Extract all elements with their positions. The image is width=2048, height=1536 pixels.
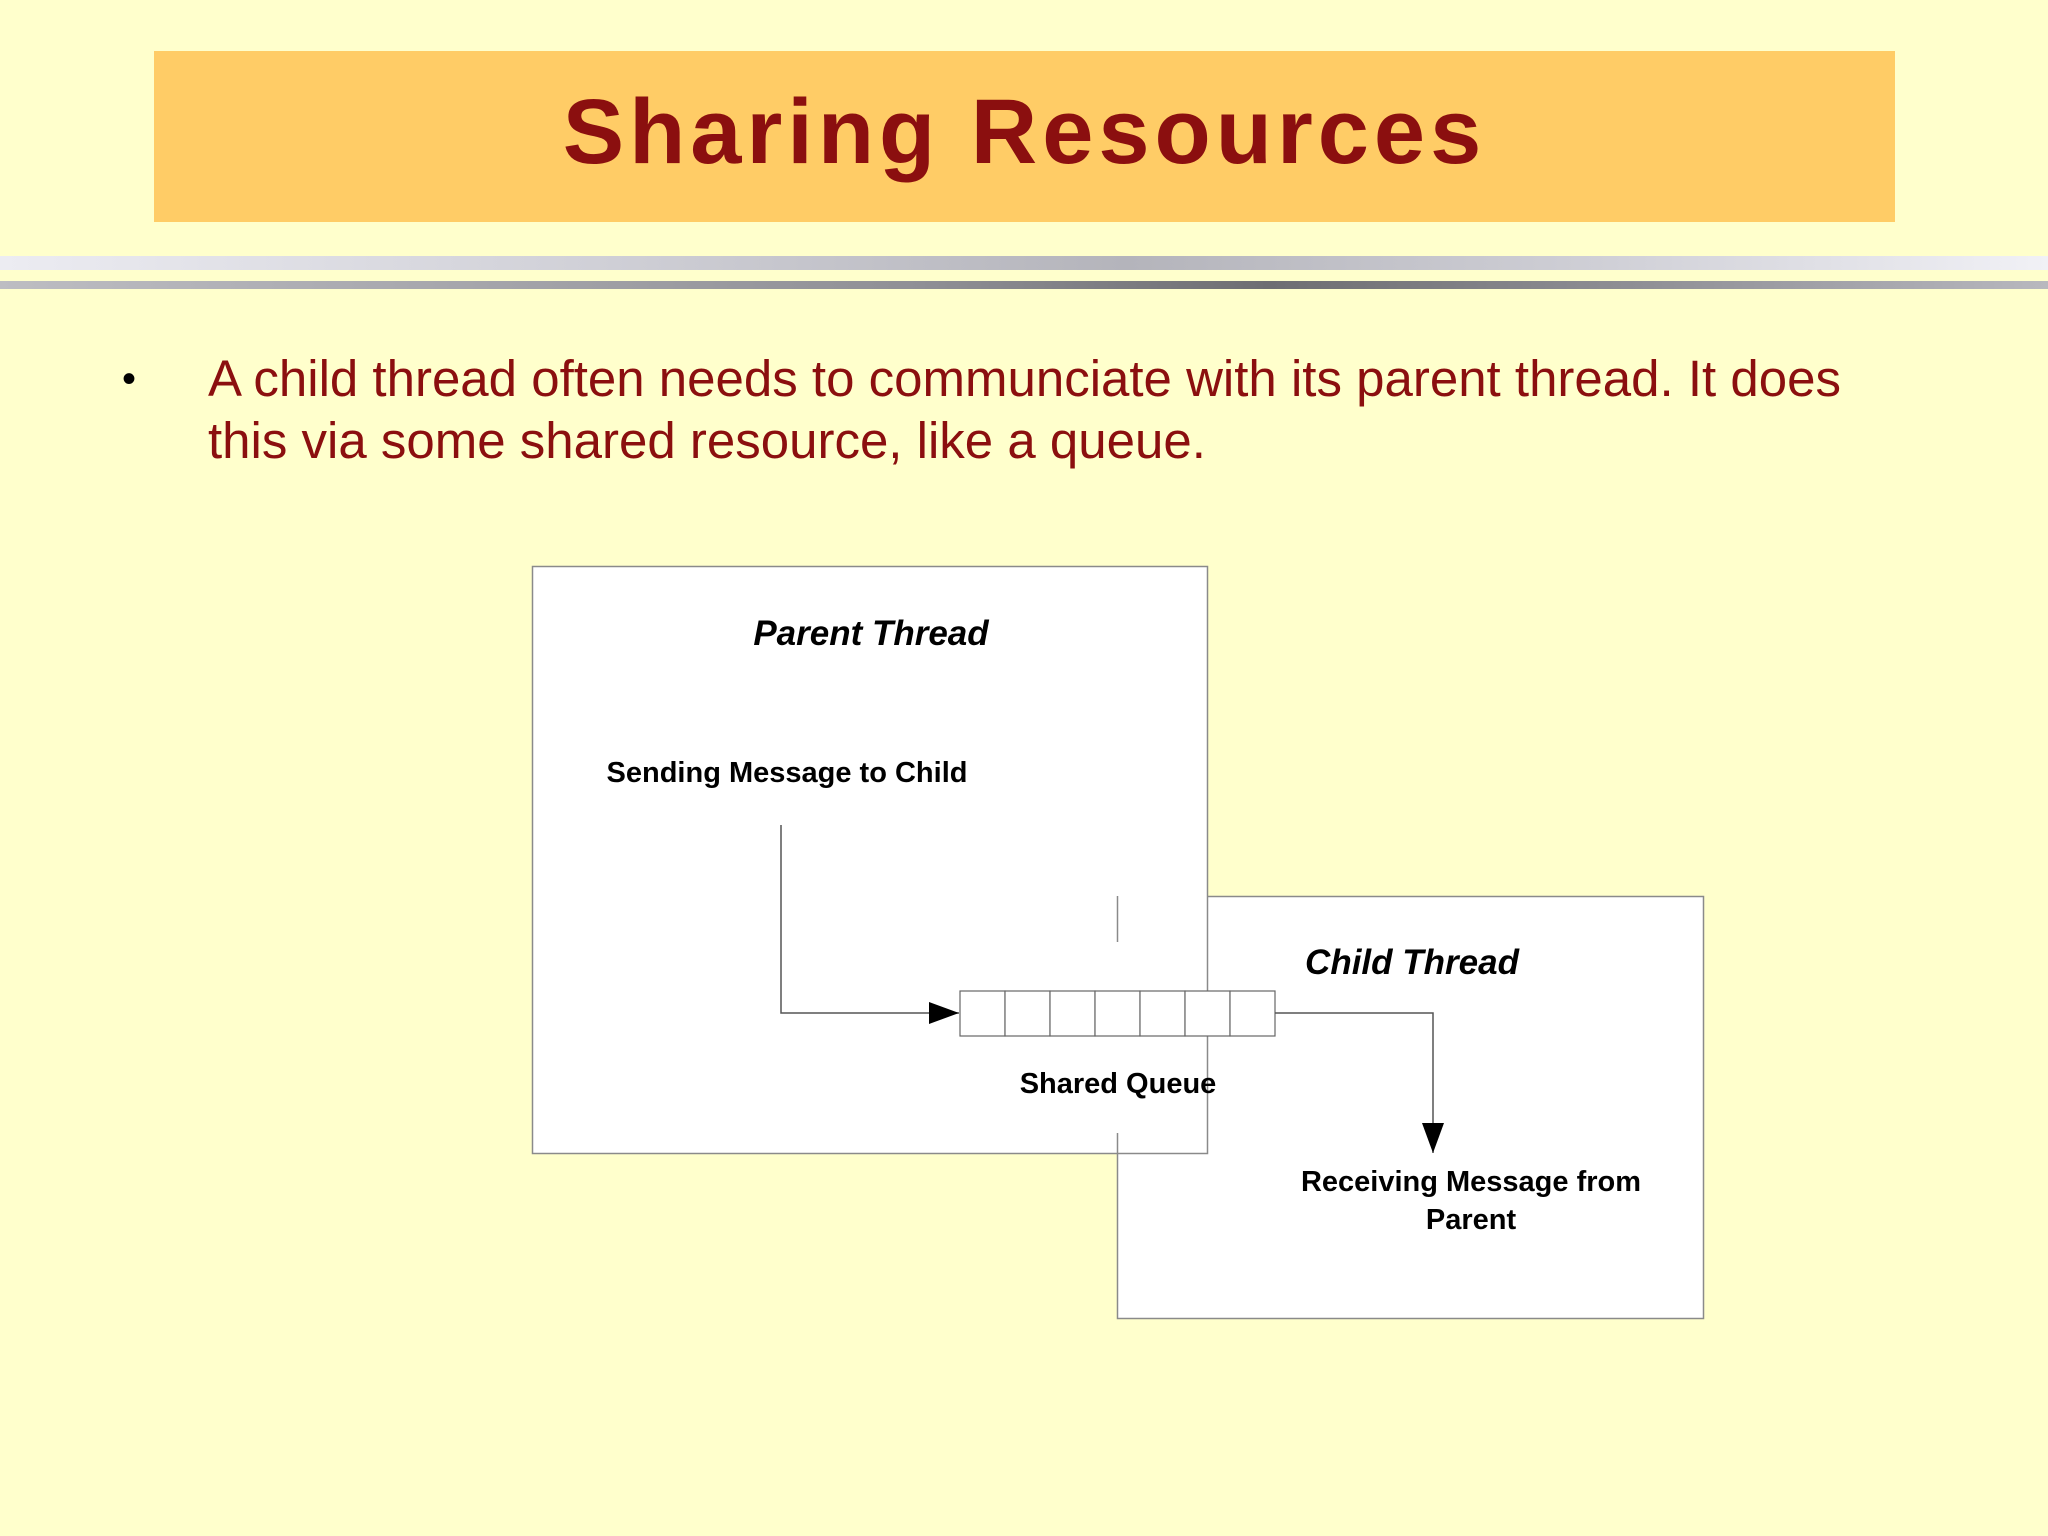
child-thread-title: Child Thread [1305,943,1519,982]
queue-slot [1095,991,1140,1036]
queue-slot [1185,991,1230,1036]
queue-slot [960,991,1005,1036]
queue-slot [1005,991,1050,1036]
parent-action-label: Sending Message to Child [606,757,968,789]
parent-thread-title: Parent Thread [753,614,989,653]
queue-slot [1050,991,1095,1036]
queue-slot [1230,991,1275,1036]
child-action-label-line1: Receiving Message from [1300,1166,1642,1198]
shared-queue [960,991,1275,1036]
shared-queue-label: Shared Queue [1019,1068,1217,1100]
slide-title: Sharing Resources [562,81,1487,183]
parent-thread-box [533,567,1208,1154]
bullet-marker: • [122,357,137,401]
child-action-label-line2: Parent [1425,1204,1517,1236]
bullet-text: A child thread often needs to communciate with its parent thread. It does this via some shared resource, like a queue. [208,350,1841,469]
queue-slot [1140,991,1185,1036]
